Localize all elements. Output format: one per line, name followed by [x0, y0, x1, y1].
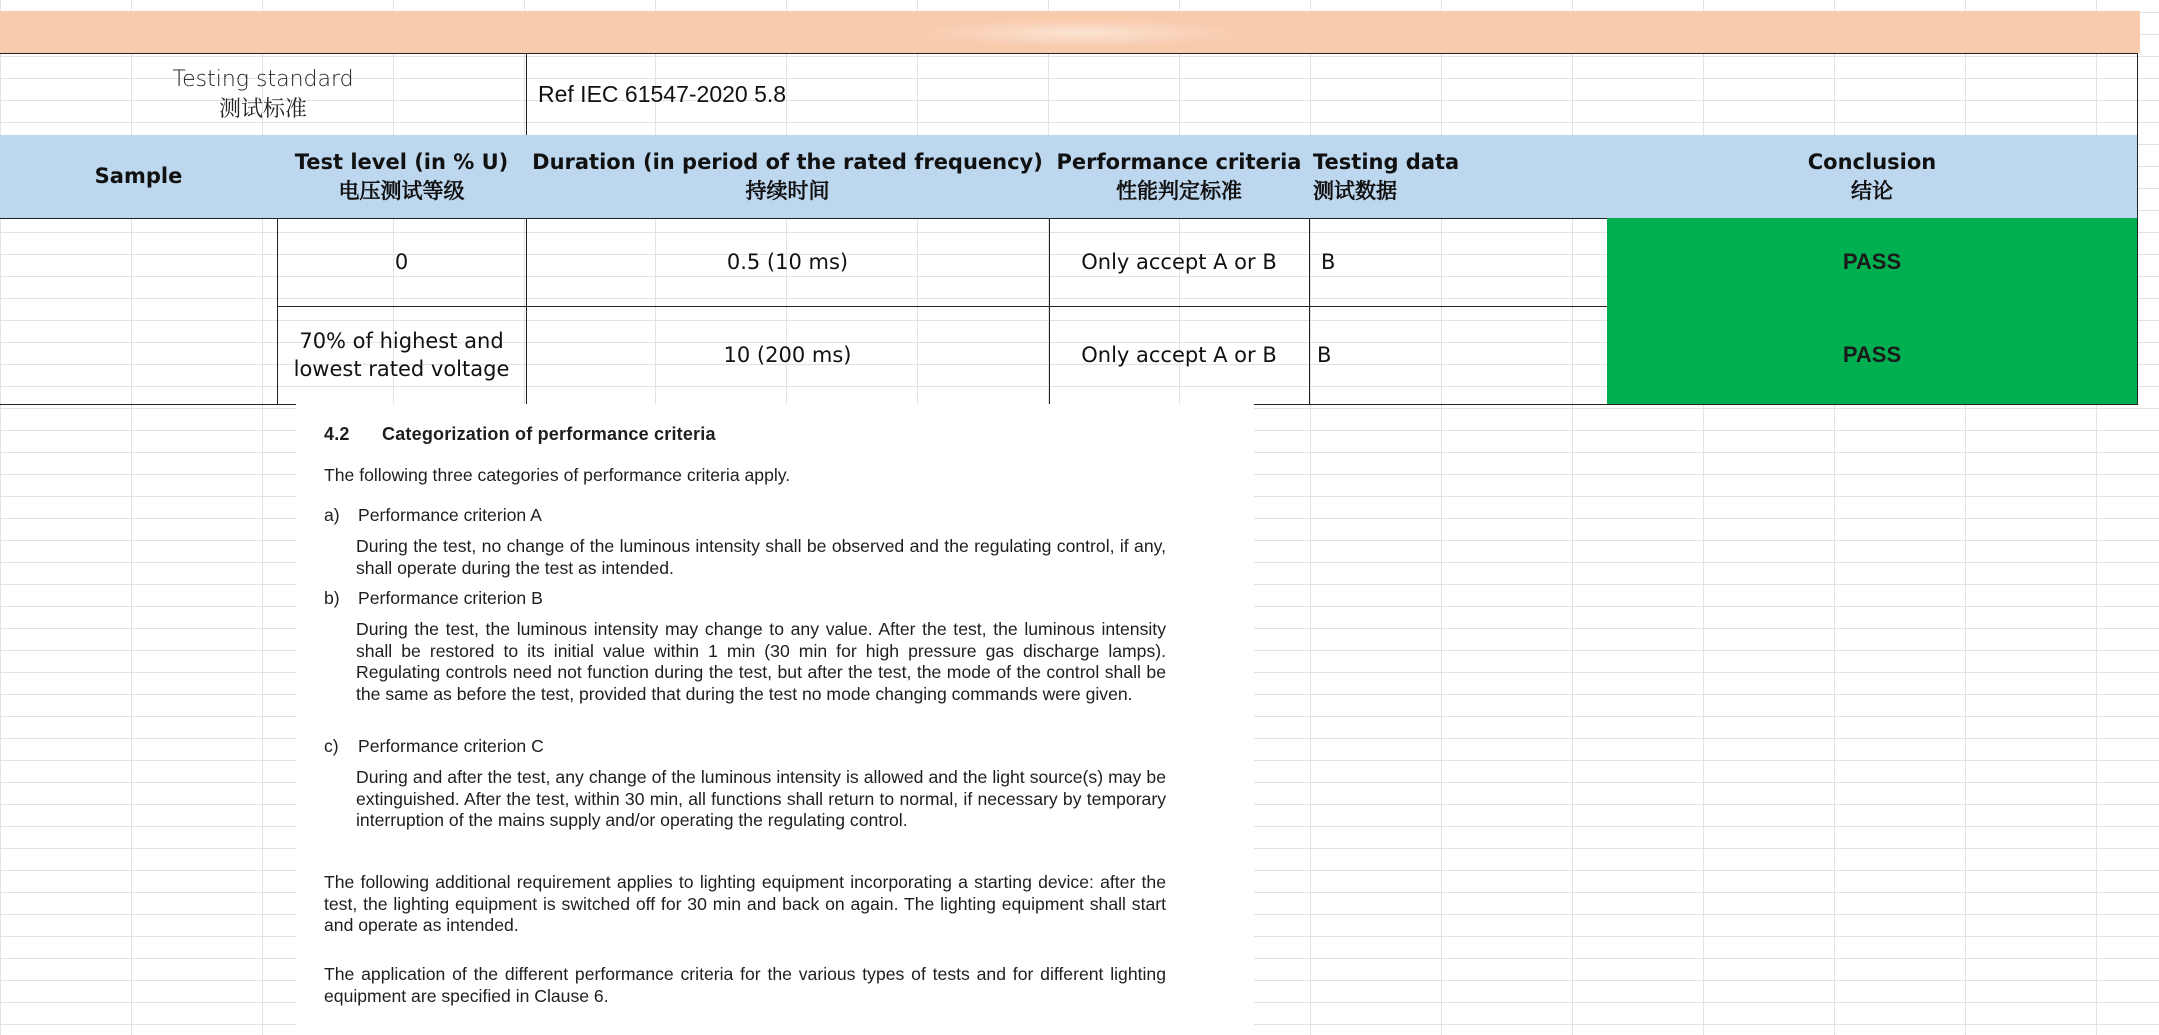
- row1-pass-badge: PASS: [1842, 249, 1902, 275]
- row2-test-level-line1: 70% of highest and: [299, 328, 504, 353]
- sample-cell[interactable]: [0, 218, 278, 405]
- row2-criteria[interactable]: [1049, 306, 1310, 405]
- row2-duration-text: 10 (200 ms): [723, 342, 852, 367]
- criterion-b-mark: b): [324, 588, 340, 608]
- testing-standard-label-en: Testing standard: [172, 66, 354, 92]
- row1-duration[interactable]: [526, 218, 1050, 307]
- excerpt-section-title: Categorization of performance criteria: [382, 424, 716, 444]
- criterion-c-text: During and after the test, any change of the luminous intensity is allowed and the light source(s) may be extinguished. After the test, within 30 min, all functions shall return to normal, if necessary by temporary interruption of the mains supply and/or operating the regulating control.: [356, 767, 1166, 831]
- row2-testing-data[interactable]: [1309, 306, 1608, 405]
- row1-test-level[interactable]: [277, 218, 527, 307]
- criterion-c-label: [324, 736, 1166, 758]
- criterion-a-text: During the test, no change of the luminous intensity shall be observed and the regulating control, if any, shall operate during the test as intended.: [356, 536, 1166, 578]
- row2-testing-data-text: B: [1317, 342, 1332, 367]
- header-conclusion-en: Conclusion: [1807, 150, 1937, 175]
- criterion-b-title: Performance criterion B: [358, 588, 543, 608]
- testing-standard-value-cell[interactable]: [526, 53, 2138, 136]
- header-test-level-zh: 电压测试等级: [338, 178, 465, 203]
- header-sample[interactable]: [0, 135, 278, 219]
- header-conclusion-zh: 结论: [1851, 178, 1893, 203]
- header-conclusion[interactable]: [1607, 135, 2138, 219]
- excerpt-application-note: The application of the different performance criteria for the various types of tests and for different lighting equipment are specified in Clause 6.: [324, 964, 1166, 1006]
- criterion-a-label: [324, 505, 1166, 527]
- excerpt-additional-requirement: The following additional requirement applies to lighting equipment incorporating a starting device: after the test, the lighting equipment is switched off for 30 min and back on again. The lighting equipment shall start and operate as intended.: [324, 872, 1166, 936]
- testing-standard-value: Ref IEC 61547-2020 5.8: [538, 80, 787, 107]
- criterion-a-title: Performance criterion A: [358, 505, 542, 525]
- row1-criteria[interactable]: [1049, 218, 1310, 307]
- header-test-level-en: Test level (in % U): [294, 150, 509, 175]
- row2-test-level-line2: lowest rated voltage: [293, 357, 510, 381]
- header-testing-data-en: Testing data: [1313, 150, 1460, 175]
- header-duration-zh: 持续时间: [745, 178, 830, 203]
- header-sample-text: Sample: [94, 164, 183, 189]
- header-duration-en: Duration (in period of the rated frequency): [532, 150, 1043, 175]
- row2-duration[interactable]: [526, 306, 1050, 405]
- criterion-b-label: [324, 588, 1166, 610]
- row1-criteria-text: Only accept A or B: [1081, 249, 1277, 274]
- header-test-level[interactable]: [277, 135, 527, 219]
- row2-criteria-text: Only accept A or B: [1081, 342, 1277, 367]
- header-testing-data[interactable]: [1309, 135, 1608, 219]
- header-duration[interactable]: [526, 135, 1050, 219]
- criterion-c-mark: c): [324, 736, 339, 756]
- header-performance-criteria[interactable]: [1049, 135, 1310, 219]
- testing-standard-label-cell[interactable]: [0, 53, 527, 136]
- header-criteria-en: Performance criteria: [1056, 150, 1302, 175]
- row1-duration-text: 0.5 (10 ms): [726, 249, 849, 274]
- row1-testing-data-text: B: [1321, 249, 1336, 274]
- excerpt-intro: The following three categories of performance criteria apply.: [324, 465, 791, 485]
- row2-test-level[interactable]: [277, 306, 527, 405]
- row1-testing-data[interactable]: [1309, 218, 1608, 307]
- criterion-a-mark: a): [324, 505, 340, 525]
- criterion-b-text: During the test, the luminous intensity may change to any value. After the test, the luminous intensity shall be restored to its initial value within 1 min (30 min for high pressure gas discharge lamps). Regulating controls need not function during the test, but after the test, the mode of the control shall be the same as before the test, provided that during the test no mode changing commands were given.: [356, 619, 1166, 705]
- row2-pass-badge: PASS: [1842, 342, 1902, 368]
- excerpt-heading: [324, 424, 716, 445]
- standard-excerpt-image: [296, 404, 1254, 1035]
- criterion-c-title: Performance criterion C: [358, 736, 544, 756]
- banner-glare: [920, 19, 1240, 47]
- testing-standard-label-zh: 测试标准: [218, 96, 307, 122]
- row2-conclusion[interactable]: [1607, 306, 2138, 405]
- header-criteria-zh: 性能判定标准: [1116, 178, 1242, 203]
- header-testing-data-zh: 测试数据: [1313, 178, 1397, 203]
- row1-conclusion[interactable]: [1607, 218, 2138, 307]
- row1-test-level-text: 0: [394, 249, 409, 274]
- title-banner: [0, 11, 2140, 53]
- excerpt-section-number: 4.2: [324, 424, 350, 444]
